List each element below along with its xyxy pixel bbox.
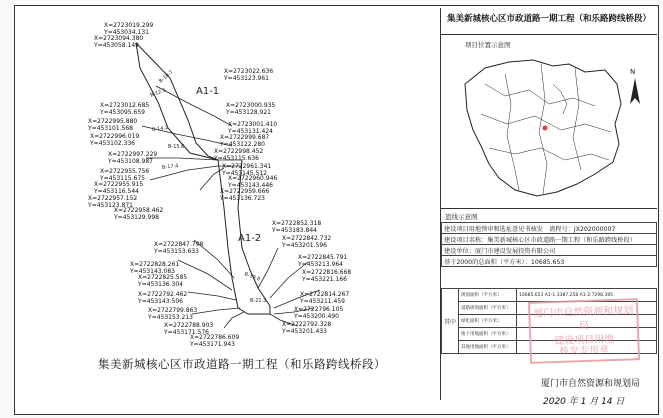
official-stamp: 厦门市自然资源和规划局 建设项目用地 核发专用章 bbox=[528, 298, 640, 364]
north-arrow-icon bbox=[624, 76, 646, 108]
sign-date: 2020 年 1 月 14 日 bbox=[543, 397, 625, 407]
coord-label: X=2722786.609 Y=453171.943 bbox=[190, 334, 240, 348]
project-info-table bbox=[441, 222, 657, 267]
table-cell: 10685.653 A1-1:3387.258 A1-2:7298.395 bbox=[517, 289, 657, 302]
table-cell: 道路规划面积（平方米） bbox=[459, 302, 517, 315]
table-row bbox=[442, 245, 657, 256]
north-label: N bbox=[630, 68, 636, 76]
coord-label: X=2723001.410 Y=453131.424 bbox=[228, 121, 278, 135]
issuing-authority: 厦门市自然资源和规划局 bbox=[541, 379, 641, 389]
table-row bbox=[442, 256, 657, 267]
segment-label: B-21.3 bbox=[250, 298, 267, 304]
location-map-label: 项目位置示意图 bbox=[465, 41, 511, 49]
coord-label: X=2722961.341 Y=453145.512 bbox=[222, 163, 272, 177]
segment-label: B-17.4 bbox=[161, 163, 179, 171]
coord-label: X=2722792.462 Y=453143.506 bbox=[138, 291, 188, 305]
table-cell: 基于2000的总面积（平方米）：10685.653 bbox=[442, 256, 657, 267]
coord-label: X=2722996.019 Y=453102.336 bbox=[90, 133, 140, 147]
table-cell: 建设项目用地预审和选址意见书核发 流程号：JX202000007 bbox=[442, 223, 657, 234]
coord-label: X=2722852.318 Y=453183.844 bbox=[272, 220, 322, 234]
parcel-drawing bbox=[18, 8, 438, 398]
location-map bbox=[445, 44, 653, 204]
coord-label: X=2722825.585 Y=453136.304 bbox=[138, 274, 188, 288]
coord-label: X=2722960.946 Y=453143.446 bbox=[228, 175, 278, 189]
notes-label: 篮线示意图 bbox=[445, 213, 478, 221]
coord-label: X=2723022.636 Y=453123.961 bbox=[224, 68, 274, 82]
table-cell: 其他用地面积（平方米） bbox=[459, 341, 517, 354]
coord-label: X=2722995.880 Y=453101.568 bbox=[88, 118, 138, 132]
segment-label: B-14.2 bbox=[151, 124, 169, 134]
coord-label: X=2723000.935 Y=453128.921 bbox=[226, 102, 276, 116]
coord-label: X=2722958.462 Y=453129.998 bbox=[114, 207, 164, 221]
coord-label: X=2722842.732 Y=453201.596 bbox=[282, 235, 332, 249]
coord-label: X=2722828.261 Y=453143.083 bbox=[130, 261, 180, 275]
area-label-a1-2: A1-2 bbox=[238, 233, 262, 244]
coord-label: X=2722955.915 Y=453116.544 bbox=[94, 181, 144, 195]
coord-label: X=2722999.687 Y=453122.280 bbox=[220, 134, 270, 148]
coord-label: X=2723019.299 Y=453034.131 bbox=[104, 22, 154, 36]
north-arrow bbox=[624, 68, 646, 108]
segment-label: B-12.5 bbox=[149, 87, 167, 99]
table-cell: 地下用地面积（平方米） bbox=[459, 328, 517, 341]
divider bbox=[441, 34, 657, 35]
segment-label: B-19.8 bbox=[243, 271, 261, 283]
coord-label: X=2722959.666 Y=453136.723 bbox=[220, 188, 270, 202]
coord-label: X=2722788.903 Y=453171.576 bbox=[164, 322, 214, 336]
sub-header: 其中 bbox=[442, 289, 459, 354]
table-cell: 建设项目名称：集美新城核心区市政道路一期工程（和乐路跨线桥段） bbox=[442, 234, 657, 245]
coord-label: X=2722997.229 Y=453108.987 bbox=[108, 151, 158, 165]
coord-label: X=2722845.791 Y=453213.964 bbox=[298, 254, 348, 268]
coord-label: X=2722957.152 Y=453123.871 bbox=[88, 195, 138, 209]
area-label-a1-1: A1-1 bbox=[196, 86, 220, 97]
coord-label: X=2722796.105 Y=453200.490 bbox=[294, 306, 344, 320]
table-cell: 建设单位：厦门市建设发展投资有限公司 bbox=[442, 245, 657, 256]
coord-label: X=2723012.685 Y=453095.659 bbox=[100, 102, 150, 116]
table-cell: 绿化面积（平方米） bbox=[459, 315, 517, 328]
coord-label: X=2722799.863 Y=453153.213 bbox=[148, 307, 198, 321]
segment-label: B-15.6 bbox=[168, 144, 185, 150]
coord-label: X=2722955.756 Y=453115.675 bbox=[100, 168, 150, 182]
coord-label: X=2723094.380 Y=453058.149 bbox=[94, 35, 144, 49]
table-cell: 规划面积（平方米） bbox=[459, 289, 517, 302]
coord-label: X=2722792.328 Y=453201.433 bbox=[282, 321, 332, 335]
coord-label: X=2722816.668 Y=453221.166 bbox=[302, 269, 352, 283]
table-row bbox=[442, 223, 657, 234]
coord-label: X=2722998.452 Y=453115.636 bbox=[214, 148, 264, 162]
divider bbox=[441, 208, 657, 209]
coord-label: X=2722814.267 Y=453211.459 bbox=[300, 291, 350, 305]
drawing-title: 集美新城核心区市政道路一期工程（和乐路跨线桥段） bbox=[98, 357, 386, 371]
info-panel bbox=[441, 8, 657, 407]
table-row bbox=[442, 234, 657, 245]
coord-label: X=2722847.798 Y=453153.633 bbox=[154, 241, 204, 255]
segment-label: B-10.7 bbox=[157, 69, 175, 85]
panel-title: 集美新城核心区市政道路一期工程（和乐路跨线桥段） bbox=[446, 14, 651, 24]
